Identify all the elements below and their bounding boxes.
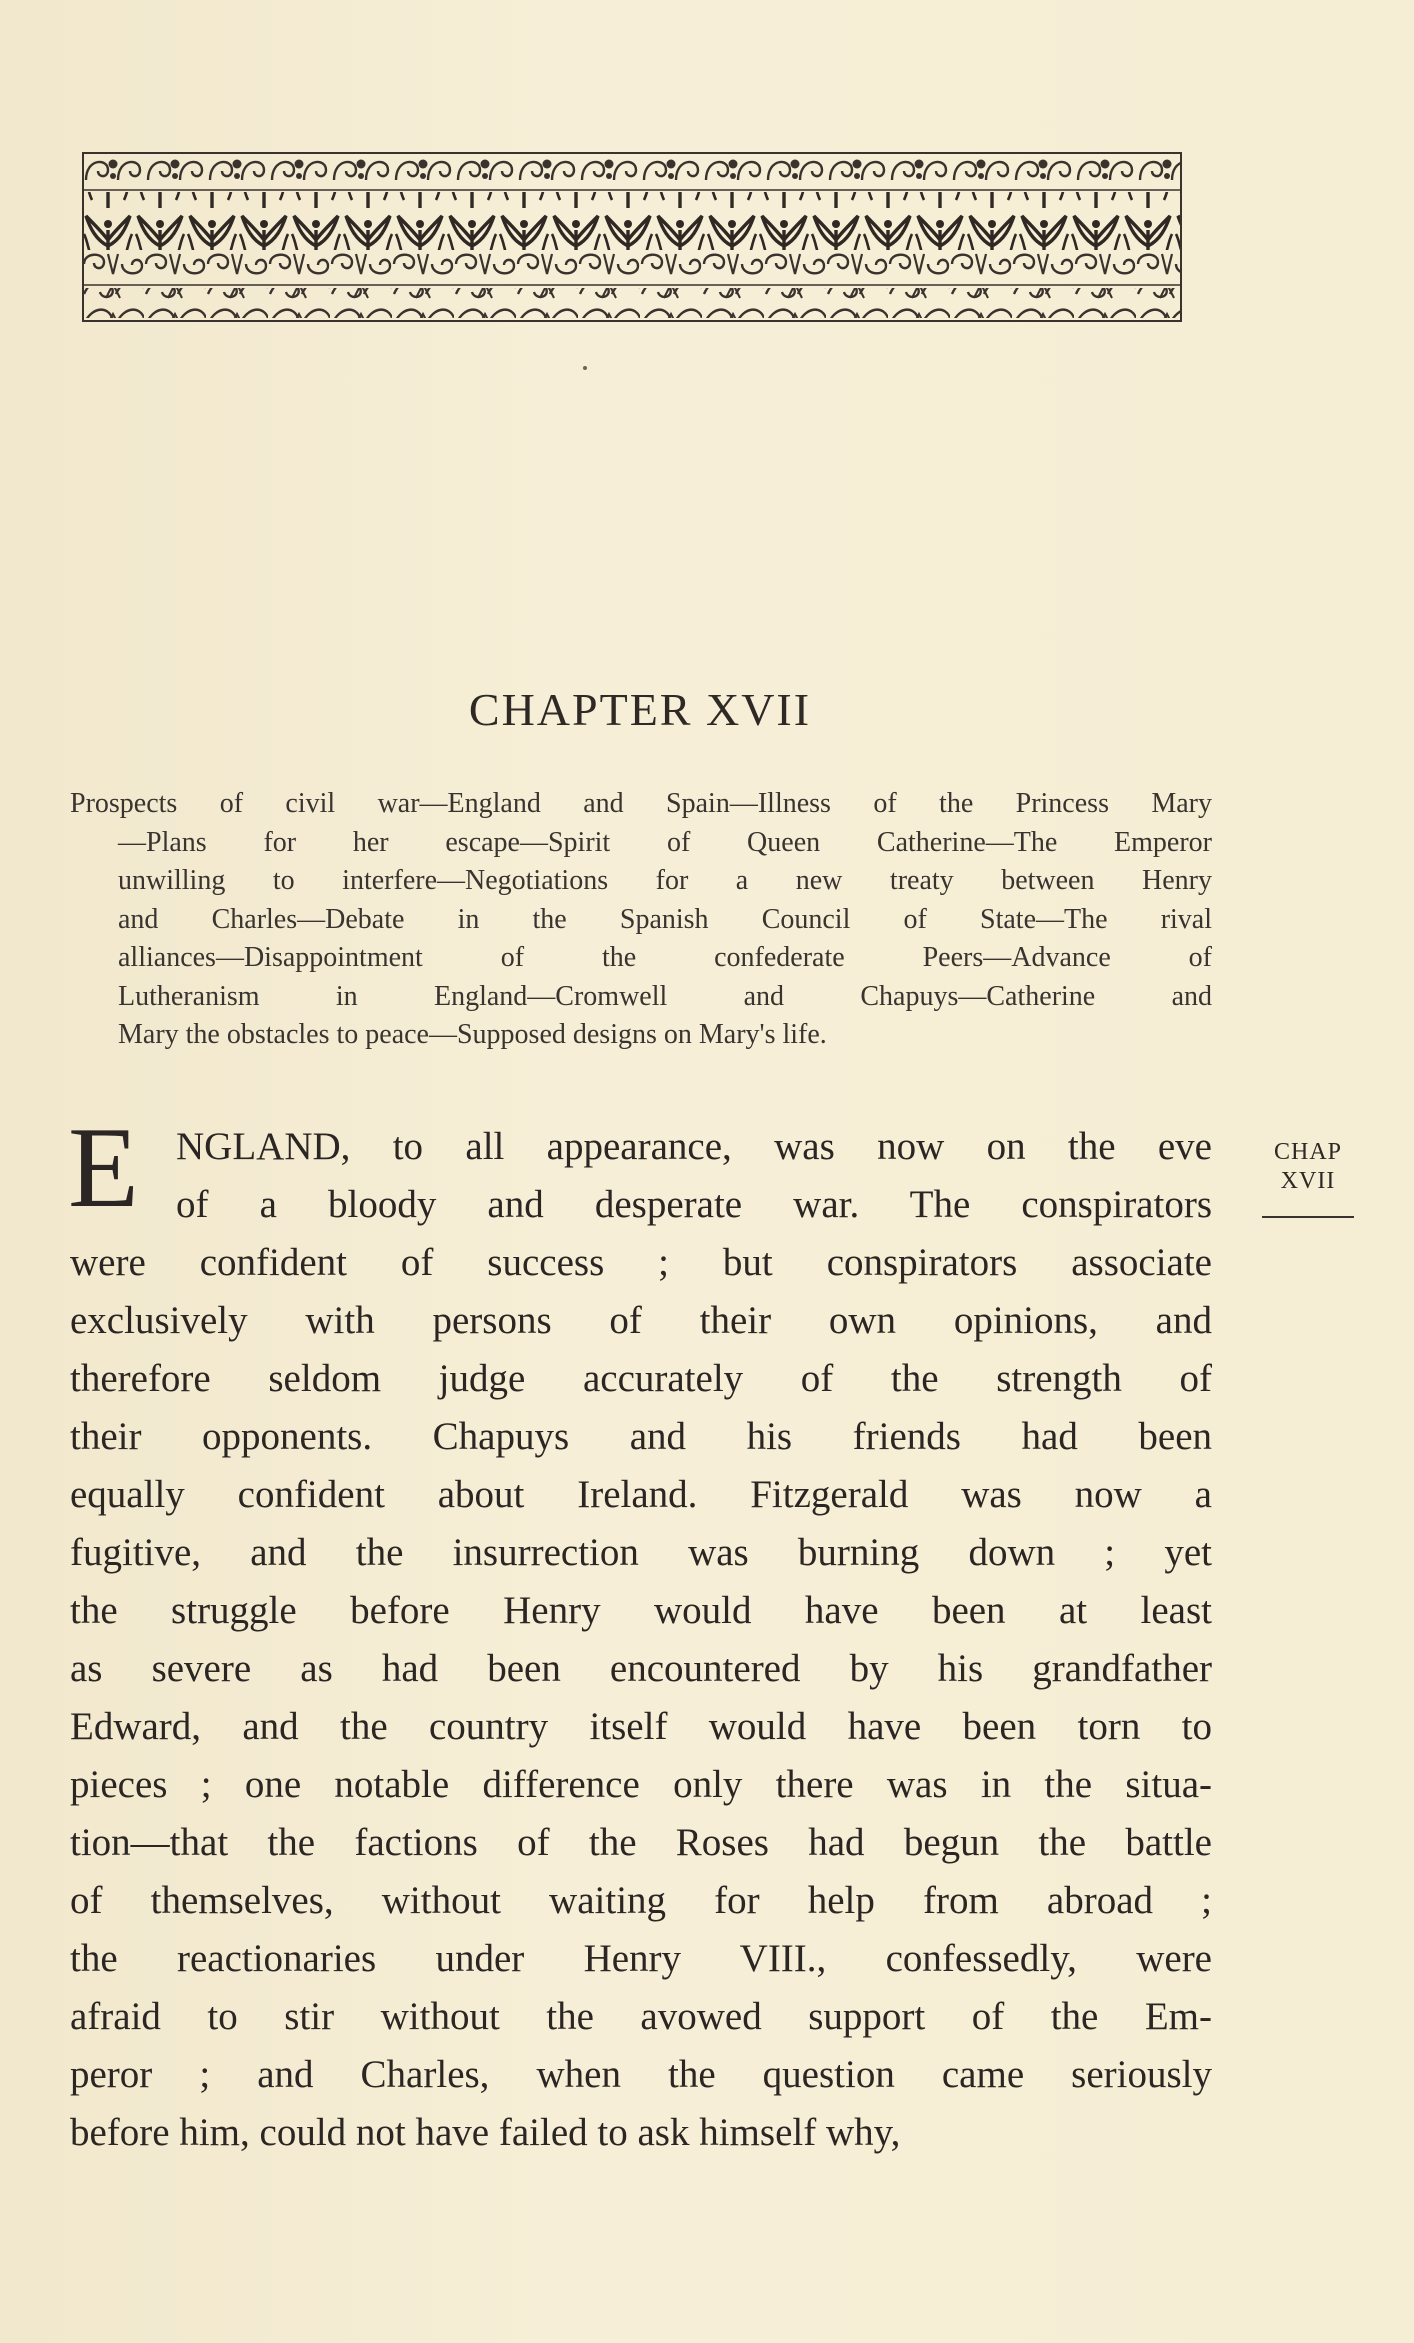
body-line: of themselves, without waiting for help from abroad ; — [70, 1879, 1212, 1922]
marginal-chap-label: CHAP — [1273, 1139, 1343, 1165]
body-line: afraid to stir without the avowed support of the Em- — [70, 1995, 1212, 2038]
body-line: exclusively with persons of their own opinions, and — [70, 1299, 1212, 1342]
synopsis-line: Prospects of civil war—England and Spain—Illness of the Princess Mary — [70, 788, 1212, 819]
body-line: NGLAND, to all appearance, was now on the eve — [176, 1125, 1212, 1168]
synopsis-line: and Charles—Debate in the Spanish Council of State—The rival — [118, 903, 1212, 935]
body-line: the reactionaries under Henry VIII., confessedly, were — [70, 1937, 1212, 1980]
synopsis-line: alliances—Disappointment of the confederate Peers—Advance of — [118, 942, 1212, 973]
body-line: the struggle before Henry would have been at least — [70, 1589, 1212, 1632]
body-line: as severe as had been encountered by his grandfather — [70, 1647, 1212, 1690]
body-line: before him, could not have failed to ask himself why, — [70, 2111, 901, 2154]
body-line: fugitive, and the insurrection was burning down ; yet — [70, 1531, 1212, 1574]
body-line: peror ; and Charles, when the question came seriously — [70, 2053, 1212, 2096]
body-line: therefore seldom judge accurately of the strength of — [70, 1357, 1212, 1400]
body-line: of a bloody and desperate war. The conspirators — [176, 1183, 1212, 1226]
chapter-title: CHAPTER XVII — [468, 684, 812, 735]
body-line: pieces ; one notable difference only there was in the situa- — [70, 1763, 1212, 1806]
body-line: Edward, and the country itself would have been torn to — [70, 1705, 1212, 1748]
chapter-synopsis — [70, 785, 1212, 1055]
synopsis-line: unwilling to interfere—Negotiations for a new treaty between Henry — [118, 865, 1212, 896]
decorative-headpiece — [82, 152, 1182, 322]
drop-cap: E — [68, 1104, 139, 1232]
marginal-chap-number: XVII — [1280, 1168, 1336, 1194]
body-line: their opponents. Chapuys and his friends had been — [70, 1415, 1212, 1458]
body-line: tion—that the factions of the Roses had begun the battle — [70, 1821, 1212, 1864]
synopsis-line: Lutheranism in England—Cromwell and Chapuys—Catherine and — [118, 980, 1212, 1012]
body-line: were confident of success ; but conspirators associate — [70, 1241, 1212, 1284]
synopsis-line: Mary the obstacles to peace—Supposed designs on Mary's life. — [118, 1019, 827, 1050]
speck — [583, 366, 587, 370]
body-line: equally confident about Ireland. Fitzgerald was now a — [70, 1473, 1212, 1516]
synopsis-line: —Plans for her escape—Spirit of Queen Catherine—The Emperor — [118, 826, 1212, 858]
marginal-rule — [1262, 1216, 1354, 1218]
body-text — [68, 1104, 1212, 2162]
marginal-chapter-note — [1262, 1138, 1354, 1218]
